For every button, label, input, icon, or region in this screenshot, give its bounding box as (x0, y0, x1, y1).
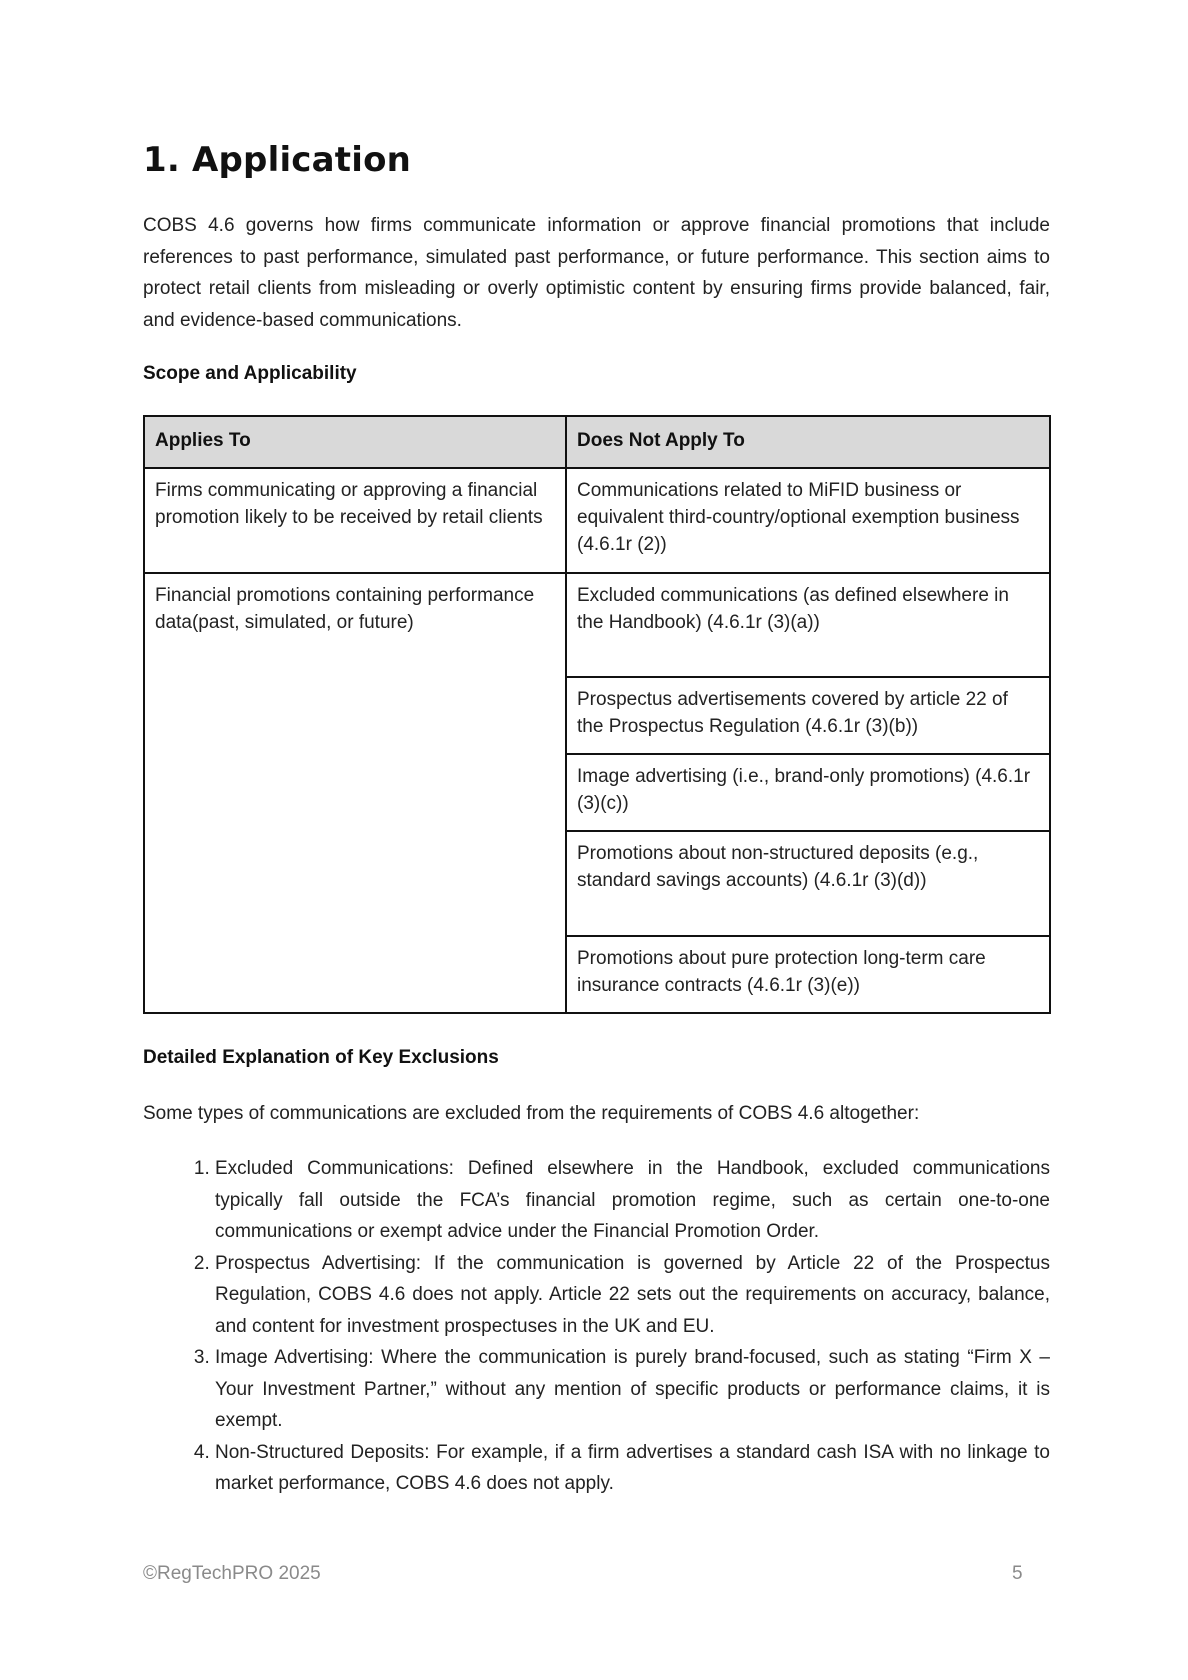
table-row (144, 468, 1050, 573)
not-applies-cell: Communications related to MiFID business or equivalent third-country/optional exemption business (4.6.1r (2)) (566, 468, 1050, 573)
list-item: 2. Prospectus Advertising: If the communication is governed by Article 22 of the Prospectus Regulation, COBS 4.6 does not apply. Article 22 sets out the requirements on accuracy, balance, and content for investment prospectuses in the UK and EU. (215, 1248, 1050, 1343)
scope-table (143, 415, 1051, 1014)
not-applies-cell: Promotions about non-structured deposits (e.g., standard savings accounts) (4.6.1r (3)(d)) (566, 831, 1050, 936)
table-header-row (144, 416, 1050, 468)
not-applies-cell: Prospectus advertisements covered by article 22 of the Prospectus Regulation (4.6.1r (3)(b)) (566, 677, 1050, 754)
applies-cell: Financial promotions containing performance data(past, simulated, or future) (144, 573, 566, 1013)
exclusions-subheading: Detailed Explanation of Key Exclusions (143, 1047, 499, 1068)
not-applies-cell: Excluded communications (as defined elsewhere in the Handbook) (4.6.1r (3)(a)) (566, 573, 1050, 677)
footer-copyright: ©RegTechPRO 2025 (143, 1563, 321, 1584)
applies-cell: Firms communicating or approving a financial promotion likely to be received by retail clients (144, 468, 566, 573)
not-applies-cell: Image advertising (i.e., brand-only promotions) (4.6.1r (3)(c)) (566, 754, 1050, 831)
not-applies-cell: Promotions about pure protection long-term care insurance contracts (4.6.1r (3)(e)) (566, 936, 1050, 1013)
list-item: 4. Non-Structured Deposits: For example, if a firm advertises a standard cash ISA with no linkage to market performance, COBS 4.6 does not apply. (215, 1437, 1050, 1500)
list-item: 1. Excluded Communications: Defined elsewhere in the Handbook, excluded communications typically fall outside the FCA’s financial promotion regime, such as certain one-to-one communications or exempt advice under the Financial Promotion Order. (215, 1153, 1050, 1248)
intro-paragraph: COBS 4.6 governs how firms communicate information or approve financial promotions that include references to past performance, simulated past performance, or future performance. This section aims to protect retail clients from misleading or overly optimistic content by ensuring firms provide balanced, fair, and evidence-based communications. (143, 215, 1050, 331)
scope-subheading: Scope and Applicability (143, 363, 357, 384)
exclusions-intro: Some types of communications are excluded from the requirements of COBS 4.6 altogether: (143, 1103, 920, 1124)
page-number: 5 (1012, 1563, 1023, 1584)
section-heading: 1. Application (143, 140, 412, 180)
header-does-not-apply-to: Does Not Apply To (566, 416, 1050, 468)
table-row (144, 573, 1050, 677)
list-item: 3. Image Advertising: Where the communication is purely brand-focused, such as stating “Firm X – Your Investment Partner,” without any mention of specific products or performance claims, it is exempt. (215, 1342, 1050, 1437)
header-applies-to: Applies To (144, 416, 566, 468)
exclusions-list (143, 1153, 1050, 1500)
